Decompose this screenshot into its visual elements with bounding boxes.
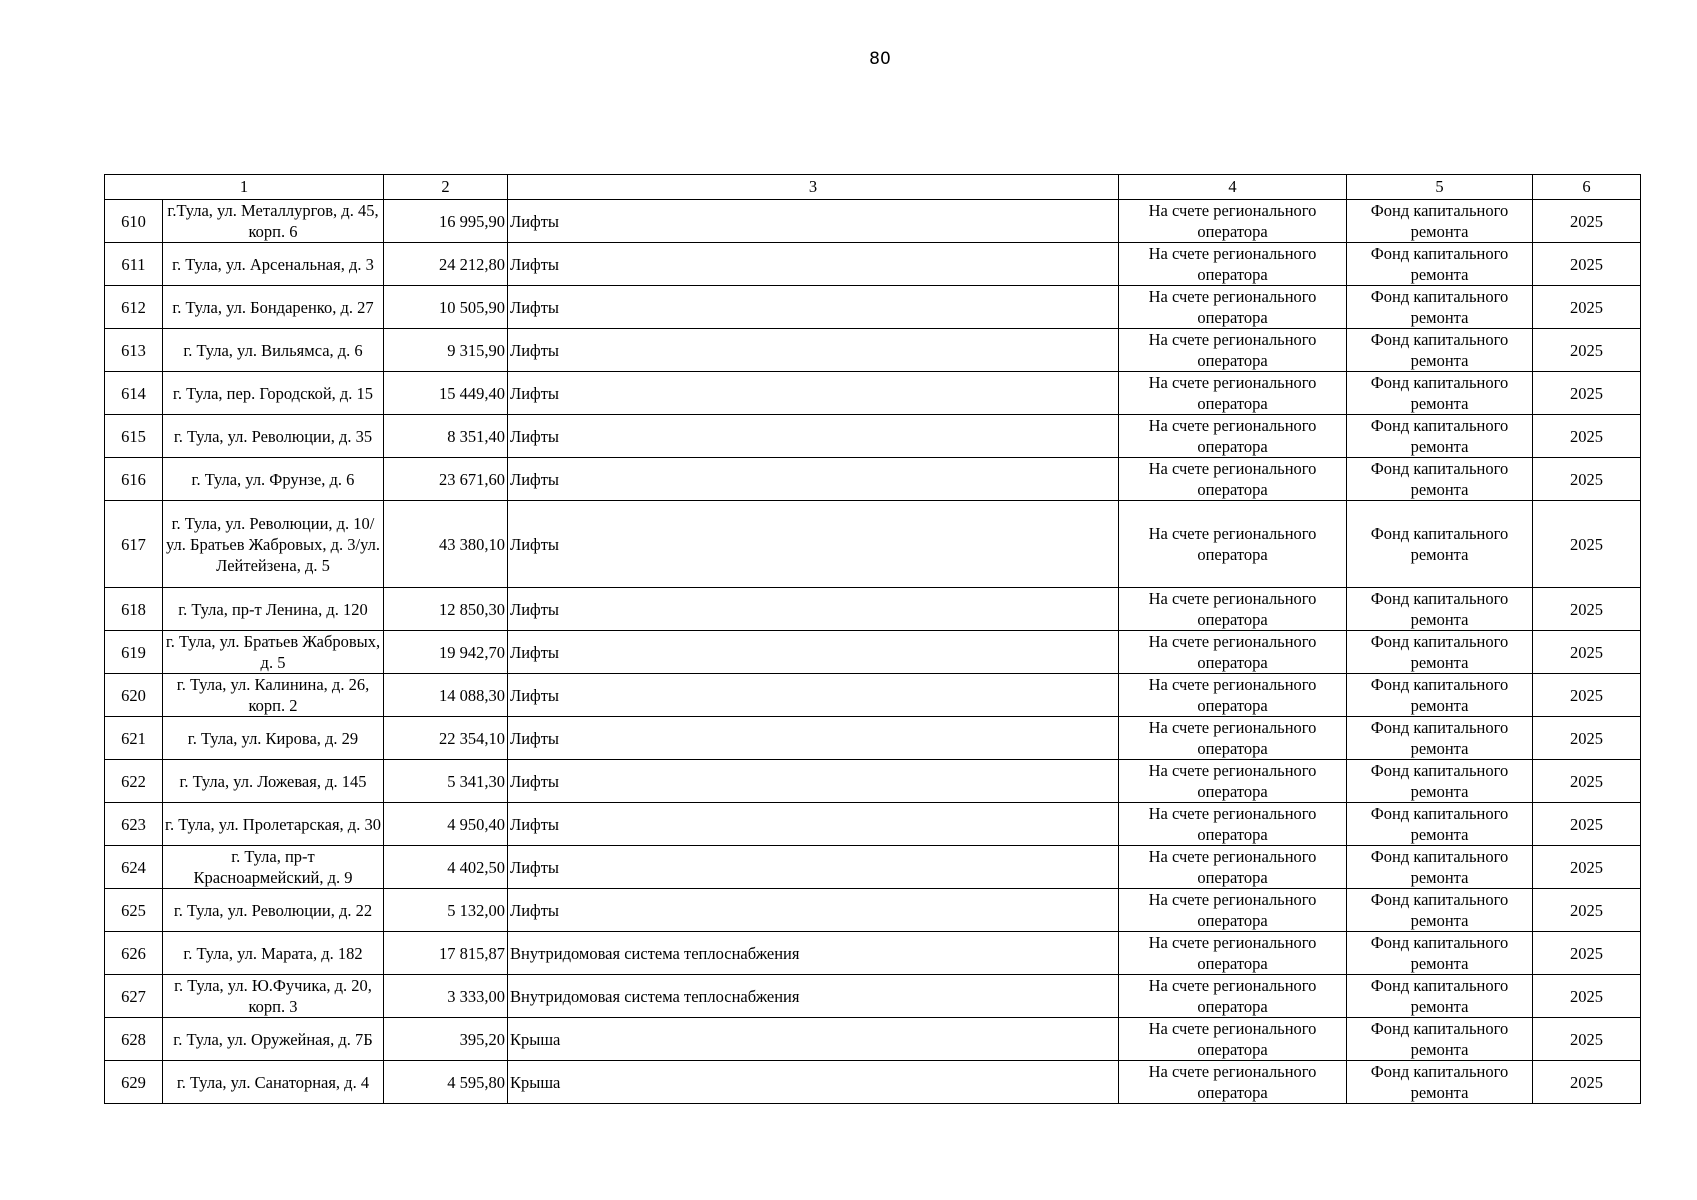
row-work-type: Лифты [508,846,1119,889]
row-account-method: На счете регионального оператора [1119,1018,1347,1061]
row-cost: 14 088,30 [384,674,508,717]
row-number: 611 [105,243,163,286]
row-number: 623 [105,803,163,846]
row-cost: 15 449,40 [384,372,508,415]
table-row [105,1018,1641,1061]
row-cost: 23 671,60 [384,458,508,501]
row-address: г.Тула, ул. Металлургов, д. 45, корп. 6 [163,200,384,243]
table-row [105,760,1641,803]
row-cost: 17 815,87 [384,932,508,975]
row-funding-source: Фонд капитального ремонта [1347,415,1533,458]
row-work-type: Лифты [508,588,1119,631]
table-row [105,243,1641,286]
row-address: г. Тула, ул. Оружейная, д. 7Б [163,1018,384,1061]
row-account-method: На счете регионального оператора [1119,631,1347,674]
row-number: 625 [105,889,163,932]
row-address: г. Тула, ул. Революции, д. 22 [163,889,384,932]
row-work-type: Крыша [508,1018,1119,1061]
table-row [105,458,1641,501]
row-cost: 12 850,30 [384,588,508,631]
row-year: 2025 [1533,889,1641,932]
row-year: 2025 [1533,760,1641,803]
row-work-type: Лифты [508,243,1119,286]
row-account-method: На счете регионального оператора [1119,975,1347,1018]
row-year: 2025 [1533,286,1641,329]
row-funding-source: Фонд капитального ремонта [1347,760,1533,803]
row-year: 2025 [1533,1061,1641,1104]
row-funding-source: Фонд капитального ремонта [1347,200,1533,243]
row-address: г. Тула, пер. Городской, д. 15 [163,372,384,415]
row-address: г. Тула, пр-т Ленина, д. 120 [163,588,384,631]
row-cost: 43 380,10 [384,501,508,588]
table-row [105,631,1641,674]
row-cost: 395,20 [384,1018,508,1061]
row-year: 2025 [1533,415,1641,458]
row-account-method: На счете регионального оператора [1119,329,1347,372]
row-account-method: На счете регионального оператора [1119,803,1347,846]
row-year: 2025 [1533,501,1641,588]
row-work-type: Крыша [508,1061,1119,1104]
table-row [105,889,1641,932]
table-row [105,803,1641,846]
row-address: г. Тула, ул. Марата, д. 182 [163,932,384,975]
row-address: г. Тула, ул. Ложевая, д. 145 [163,760,384,803]
row-funding-source: Фонд капитального ремонта [1347,1061,1533,1104]
row-account-method: На счете регионального оператора [1119,501,1347,588]
row-number: 626 [105,932,163,975]
column-header-5: 5 [1347,175,1533,200]
row-account-method: На счете регионального оператора [1119,588,1347,631]
page-number: 80 [869,49,891,69]
row-account-method: На счете регионального оператора [1119,846,1347,889]
row-account-method: На счете регионального оператора [1119,889,1347,932]
row-address: г. Тула, ул. Пролетарская, д. 30 [163,803,384,846]
table-row [105,975,1641,1018]
row-number: 622 [105,760,163,803]
row-funding-source: Фонд капитального ремонта [1347,889,1533,932]
row-cost: 5 132,00 [384,889,508,932]
row-year: 2025 [1533,631,1641,674]
row-account-method: На счете регионального оператора [1119,760,1347,803]
row-account-method: На счете регионального оператора [1119,458,1347,501]
row-work-type: Лифты [508,415,1119,458]
row-address: г. Тула, ул. Арсенальная, д. 3 [163,243,384,286]
row-number: 624 [105,846,163,889]
row-number: 617 [105,501,163,588]
column-header-6: 6 [1533,175,1641,200]
row-number: 615 [105,415,163,458]
row-address: г. Тула, ул. Ю.Фучика, д. 20, корп. 3 [163,975,384,1018]
table-row [105,200,1641,243]
row-year: 2025 [1533,846,1641,889]
table-row [105,501,1641,588]
column-header-4: 4 [1119,175,1347,200]
row-address: г. Тула, ул. Кирова, д. 29 [163,717,384,760]
row-funding-source: Фонд капитального ремонта [1347,372,1533,415]
row-cost: 16 995,90 [384,200,508,243]
row-cost: 24 212,80 [384,243,508,286]
row-address: г. Тула, ул. Бондаренко, д. 27 [163,286,384,329]
row-number: 614 [105,372,163,415]
row-number: 610 [105,200,163,243]
row-funding-source: Фонд капитального ремонта [1347,846,1533,889]
row-work-type: Внутридомовая система теплоснабжения [508,932,1119,975]
row-funding-source: Фонд капитального ремонта [1347,803,1533,846]
column-header-1: 1 [105,175,384,200]
row-cost: 8 351,40 [384,415,508,458]
row-cost: 9 315,90 [384,329,508,372]
row-year: 2025 [1533,329,1641,372]
row-number: 613 [105,329,163,372]
row-funding-source: Фонд капитального ремонта [1347,975,1533,1018]
row-address: г. Тула, ул. Вильямса, д. 6 [163,329,384,372]
row-number: 616 [105,458,163,501]
row-work-type: Лифты [508,501,1119,588]
table-body [105,175,1641,1104]
row-account-method: На счете регионального оператора [1119,932,1347,975]
row-number: 627 [105,975,163,1018]
row-work-type: Лифты [508,803,1119,846]
repair-register-table [104,174,1641,1104]
row-work-type: Лифты [508,674,1119,717]
row-funding-source: Фонд капитального ремонта [1347,1018,1533,1061]
row-funding-source: Фонд капитального ремонта [1347,458,1533,501]
row-account-method: На счете регионального оператора [1119,372,1347,415]
row-funding-source: Фонд капитального ремонта [1347,631,1533,674]
row-address: г. Тула, ул. Братьев Жабровых, д. 5 [163,631,384,674]
row-address: г. Тула, ул. Революции, д. 10/ул. Братьев Жабровых, д. 3/ул. Лейтейзена, д. 5 [163,501,384,588]
row-funding-source: Фонд капитального ремонта [1347,588,1533,631]
row-year: 2025 [1533,803,1641,846]
row-number: 629 [105,1061,163,1104]
table-row [105,372,1641,415]
row-work-type: Лифты [508,631,1119,674]
row-number: 620 [105,674,163,717]
row-address: г. Тула, ул. Фрунзе, д. 6 [163,458,384,501]
row-number: 621 [105,717,163,760]
row-address: г. Тула, пр-т Красноармейский, д. 9 [163,846,384,889]
table-row [105,588,1641,631]
row-funding-source: Фонд капитального ремонта [1347,329,1533,372]
row-funding-source: Фонд капитального ремонта [1347,286,1533,329]
row-address: г. Тула, ул. Санаторная, д. 4 [163,1061,384,1104]
row-year: 2025 [1533,975,1641,1018]
row-year: 2025 [1533,243,1641,286]
row-account-method: На счете регионального оператора [1119,415,1347,458]
table-row [105,286,1641,329]
row-year: 2025 [1533,674,1641,717]
row-work-type: Внутридомовая система теплоснабжения [508,975,1119,1018]
row-work-type: Лифты [508,372,1119,415]
table-row [105,717,1641,760]
row-account-method: На счете регионального оператора [1119,717,1347,760]
table-row [105,415,1641,458]
row-year: 2025 [1533,458,1641,501]
row-account-method: На счете регионального оператора [1119,286,1347,329]
row-work-type: Лифты [508,889,1119,932]
row-year: 2025 [1533,1018,1641,1061]
row-address: г. Тула, ул. Калинина, д. 26, корп. 2 [163,674,384,717]
row-work-type: Лифты [508,760,1119,803]
row-account-method: На счете регионального оператора [1119,200,1347,243]
row-cost: 4 595,80 [384,1061,508,1104]
column-header-2: 2 [384,175,508,200]
row-work-type: Лифты [508,717,1119,760]
row-number: 612 [105,286,163,329]
row-address: г. Тула, ул. Революции, д. 35 [163,415,384,458]
row-cost: 3 333,00 [384,975,508,1018]
row-cost: 4 402,50 [384,846,508,889]
row-cost: 5 341,30 [384,760,508,803]
row-funding-source: Фонд капитального ремонта [1347,243,1533,286]
column-number-row [105,175,1641,200]
row-funding-source: Фонд капитального ремонта [1347,501,1533,588]
row-number: 618 [105,588,163,631]
row-year: 2025 [1533,200,1641,243]
row-funding-source: Фонд капитального ремонта [1347,674,1533,717]
row-year: 2025 [1533,588,1641,631]
row-cost: 22 354,10 [384,717,508,760]
row-work-type: Лифты [508,286,1119,329]
table-row [105,674,1641,717]
row-account-method: На счете регионального оператора [1119,674,1347,717]
column-header-3: 3 [508,175,1119,200]
table-row [105,932,1641,975]
row-year: 2025 [1533,372,1641,415]
row-cost: 19 942,70 [384,631,508,674]
row-number: 628 [105,1018,163,1061]
row-account-method: На счете регионального оператора [1119,1061,1347,1104]
row-work-type: Лифты [508,200,1119,243]
table-row [105,846,1641,889]
table-row [105,329,1641,372]
row-cost: 4 950,40 [384,803,508,846]
row-cost: 10 505,90 [384,286,508,329]
row-work-type: Лифты [508,329,1119,372]
row-number: 619 [105,631,163,674]
row-funding-source: Фонд капитального ремонта [1347,717,1533,760]
row-year: 2025 [1533,932,1641,975]
row-account-method: На счете регионального оператора [1119,243,1347,286]
row-year: 2025 [1533,717,1641,760]
row-funding-source: Фонд капитального ремонта [1347,932,1533,975]
row-work-type: Лифты [508,458,1119,501]
table-row [105,1061,1641,1104]
